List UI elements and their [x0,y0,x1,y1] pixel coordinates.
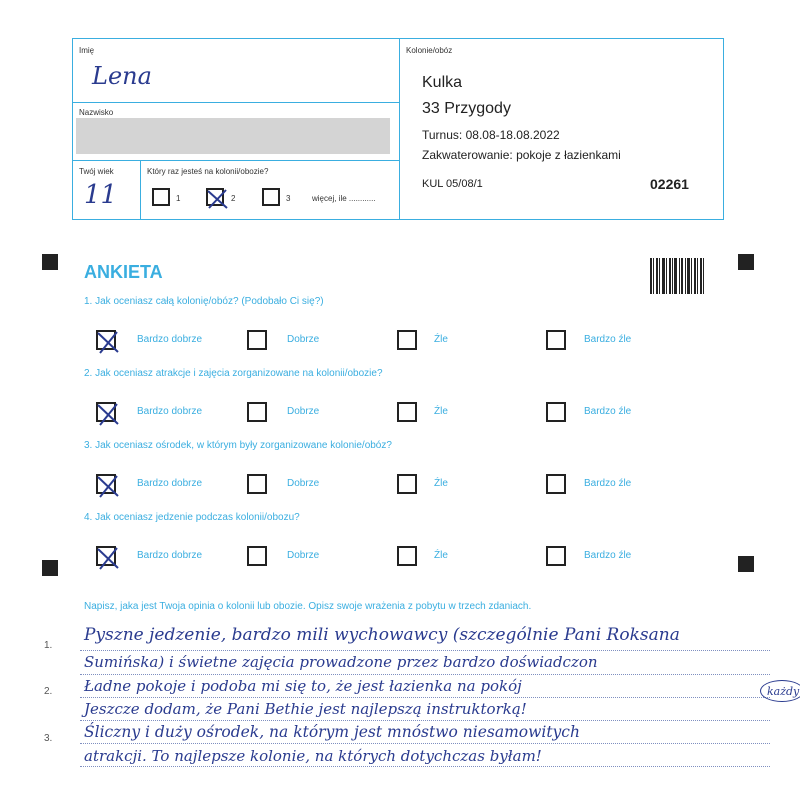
rating-checkbox[interactable] [247,474,267,494]
handwritten-line: atrakcji. To najlepsze kolonie, na których dotychczas byłam! [84,747,542,765]
rating-option-label: Bardzo dobrze [137,550,203,561]
rating-option-label: Dobrze [287,406,320,417]
rating-option-label: Bardzo źle [584,406,632,417]
rating-option-label: Źle [434,334,448,345]
rating-checkbox[interactable] [546,330,566,350]
rating-checkbox[interactable] [397,330,417,350]
handwritten-line: Ładne pokoje i podoba mi się to, że jest łazienka na pokój [84,677,522,695]
handwritten-line: Sumińska) i świetne zajęcia prowadzone przez bardzo doświadczon [84,653,598,671]
rating-checkbox[interactable] [546,402,566,422]
checkmark-x-icon [94,328,122,356]
rating-option-label: Bardzo źle [584,334,632,345]
checkmark-x-icon [94,544,122,572]
rating-checkbox[interactable] [96,402,116,422]
rating-checkbox[interactable] [96,474,116,494]
rating-checkbox[interactable] [96,330,116,350]
rating-option-label: Dobrze [287,334,320,345]
rating-option-label: Źle [434,550,448,561]
rating-checkbox[interactable] [397,546,417,566]
rating-option-label: Bardzo źle [584,550,632,561]
rating-option-label: Bardzo dobrze [137,334,203,345]
handwritten-line: Śliczny i duży ośrodek, na którym jest mnóstwo niesamowitych [84,723,580,741]
writing-line [80,743,770,744]
circled-annotation [760,680,800,702]
zakwaterowanie-value: pokoje z łazienkami [516,148,621,162]
rating-checkbox[interactable] [96,546,116,566]
rating-checkbox[interactable] [247,546,267,566]
registration-mark [738,254,754,270]
opinion-prompt: Napisz, jaka jest Twoja opinia o kolonii lub obozie. Opisz swoje wrażenia z pobytu w trzech zdaniach. [84,601,532,612]
ktory-raz-label: Który raz jesteś na kolonii/obozie? [147,167,269,176]
header-col-divider [140,160,141,220]
registration-mark [42,560,58,576]
writing-line [80,697,770,698]
rating-option-label: Bardzo dobrze [137,478,203,489]
wiek-label: Twój wiek [79,167,114,176]
camp-code: KUL 05/08/1 [422,178,483,190]
rating-checkbox[interactable] [247,330,267,350]
rating-option-label: Dobrze [287,478,320,489]
rating-checkbox[interactable] [397,402,417,422]
header-divider [399,38,400,220]
writing-line [80,720,770,721]
imie-label: Imię [79,46,95,55]
wiecej-label: więcej, ile ............ [312,194,376,203]
checkmark-x-icon [204,186,230,212]
zakwaterowanie-row [422,148,621,162]
visit-1-checkbox[interactable] [152,188,170,206]
camp-label: Kolonie/obóz [406,46,453,55]
survey-title: ANKIETA [84,262,163,282]
circled-word: każdy [767,685,800,698]
header-row-divider [72,102,399,103]
handwritten-line: Pyszne jedzenie, bardzo mili wychowawcy (szczególnie Pani Roksana [84,625,680,645]
wiek-value: 11 [84,180,118,210]
turnus-row [422,128,560,142]
rating-checkbox[interactable] [247,402,267,422]
handwritten-line: Jeszcze dodam, że Pani Bethie jest najlepszą instruktorką! [84,700,527,718]
rating-option-label: Bardzo dobrze [137,406,203,417]
camp-program: 33 Przygody [422,100,511,117]
rating-checkbox[interactable] [546,546,566,566]
visit-3-label: 3 [286,194,291,203]
question-text: 3. Jak oceniasz ośrodek, w którym były zorganizowane kolonie/obóz? [84,440,392,451]
turnus-value: 08.08-18.08.2022 [465,128,560,142]
checkmark-x-icon [94,472,122,500]
rating-checkbox[interactable] [397,474,417,494]
opinion-number-3: 3. [44,733,53,744]
visit-3-checkbox[interactable] [262,188,280,206]
writing-line [80,674,770,675]
opinion-number-1: 1. [44,640,53,651]
visit-2-checkbox[interactable] [206,188,224,206]
zakwaterowanie-label: Zakwaterowanie: [422,148,513,162]
writing-line [80,650,770,651]
nazwisko-label: Nazwisko [79,108,114,117]
header-row-divider [72,160,399,161]
registration-mark [42,254,58,270]
turnus-label: Turnus: [422,128,463,142]
nazwisko-redacted [76,118,390,154]
barcode-icon [650,258,706,294]
writing-line [80,766,770,767]
registration-mark [738,556,754,572]
visit-1-label: 1 [176,194,181,203]
question-text: 1. Jak oceniasz całą kolonię/obóz? (Podobało Ci się?) [84,296,324,307]
visit-2-label: 2 [231,194,236,203]
rating-checkbox[interactable] [546,474,566,494]
imie-value: Lena [92,62,152,90]
rating-option-label: Źle [434,406,448,417]
rating-option-label: Dobrze [287,550,320,561]
camp-number: 02261 [650,176,689,192]
rating-option-label: Bardzo źle [584,478,632,489]
checkmark-x-icon [94,400,122,428]
question-text: 2. Jak oceniasz atrakcje i zajęcia zorganizowane na kolonii/obozie? [84,368,383,379]
question-text: 4. Jak oceniasz jedzenie podczas kolonii/obozu? [84,512,300,523]
opinion-number-2: 2. [44,686,53,697]
camp-name: Kulka [422,74,463,91]
rating-option-label: Źle [434,478,448,489]
